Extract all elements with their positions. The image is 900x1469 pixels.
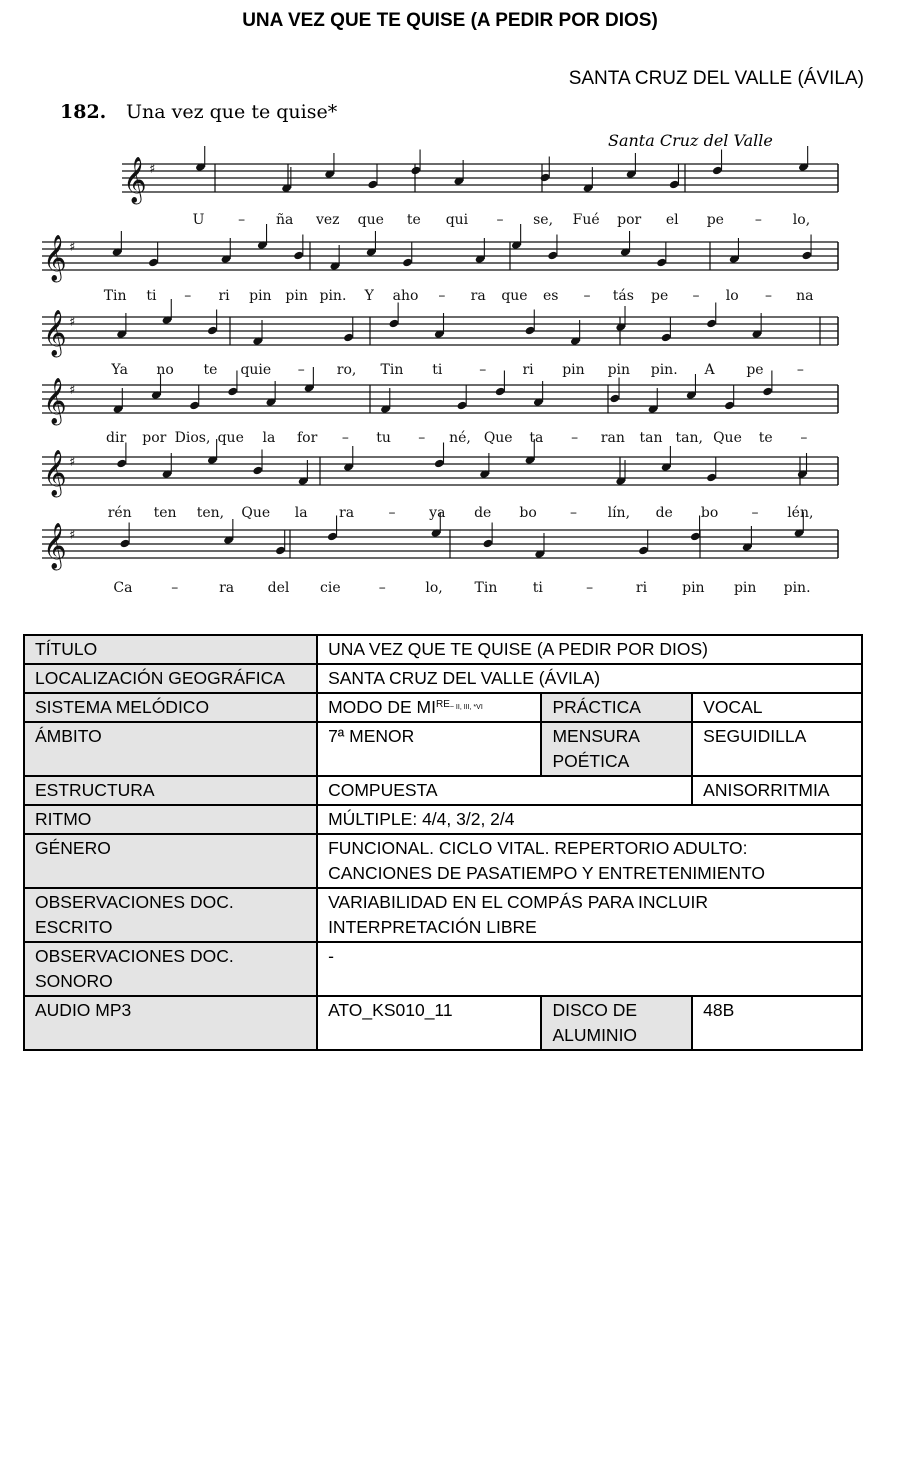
lyric-syllable: pin (733, 580, 757, 596)
key-signature-sharp: ♯ (69, 383, 76, 398)
lyric-syllable: bo (700, 505, 719, 521)
lyric-syllable: rén (107, 505, 132, 521)
value-obs-sonoro: - (317, 942, 862, 996)
label-ritmo: RITMO (24, 805, 317, 834)
lyric-syllable: – (378, 580, 386, 596)
lyric-syllable: te (406, 212, 421, 228)
lyric-syllable: Que (483, 430, 513, 446)
lyric-syllable: ra (470, 288, 486, 304)
lyric-syllable: la (294, 505, 308, 521)
lyric-syllable: – (479, 362, 487, 378)
lyric-syllable: Tin (380, 362, 404, 378)
row-audio (24, 996, 862, 1050)
label-ambito: ÁMBITO (24, 722, 317, 776)
value-sistema-sup: RE (435, 699, 450, 710)
row-obs-sonoro (24, 942, 862, 996)
key-signature-sharp: ♯ (69, 315, 76, 330)
value-disco: 48B (692, 996, 862, 1050)
lyric-syllable: – (586, 580, 594, 596)
lyric-syllable: pe (706, 212, 724, 228)
lyric-syllable: for (297, 430, 318, 446)
score-number: 182. (60, 101, 107, 123)
treble-clef: 𝄞 (43, 523, 67, 569)
value-titulo: UNA VEZ QUE TE QUISE (A PEDIR POR DIOS) (317, 635, 862, 664)
lyric-syllable: – (297, 362, 305, 378)
key-signature-sharp: ♯ (69, 455, 76, 470)
lyric-syllable: lén, (787, 505, 814, 521)
staves-group (42, 146, 838, 596)
lyric-syllable: ri (635, 580, 648, 596)
treble-clef: 𝄞 (43, 378, 67, 424)
lyric-syllable: pin (249, 288, 272, 304)
lyric-syllable: que (501, 288, 528, 304)
label-practica: PRÁCTICA (541, 693, 692, 722)
lyric-syllable: – (496, 212, 504, 228)
row-sistema (24, 693, 862, 722)
label-obs-escrito: OBSERVACIONES DOC. ESCRITO (24, 888, 317, 942)
lyric-syllable: que (357, 212, 384, 228)
row-titulo (24, 635, 862, 664)
row-ambito (24, 722, 862, 776)
lyric-syllable: Que (241, 505, 271, 521)
lyric-syllable: pin (682, 580, 705, 596)
lyric-syllable: né, (449, 430, 471, 446)
value-obs-escrito: VARIABILIDAD EN EL COMPÁS PARA INCLUIR INTERPRETACIÓN LIBRE (317, 888, 862, 942)
lyric-syllable: ra (219, 580, 235, 596)
treble-clef: 𝄞 (43, 310, 67, 356)
lyric-syllable: – (341, 430, 349, 446)
lyric-syllable: – (388, 505, 396, 521)
lyric-syllable: te (203, 362, 218, 378)
lyric-syllable: Ya (111, 362, 128, 378)
lyric-syllable: pin (562, 362, 585, 378)
lyric-syllable: aho (392, 288, 419, 304)
lyric-syllable: ya (429, 505, 446, 521)
treble-clef: 𝄞 (43, 235, 67, 281)
lyric-syllable: – (184, 288, 192, 304)
lyric-syllable: ti (432, 362, 443, 378)
value-audio: ATO_KS010_11 (317, 996, 541, 1050)
lyric-syllable: – (754, 212, 762, 228)
lyric-syllable: tu (376, 430, 391, 446)
lyric-syllable: la (262, 430, 276, 446)
value-sistema-text: MODO DE MI (328, 697, 436, 717)
lyric-syllable: de (655, 505, 673, 521)
lyric-syllable: qui (445, 212, 469, 228)
lyric-syllable: pin (285, 288, 308, 304)
value-ambito: 7ª MENOR (317, 722, 541, 776)
value-mensura: SEGUIDILLA (692, 722, 862, 776)
lyric-syllable: – (438, 288, 446, 304)
lyric-syllable: quie (240, 362, 272, 378)
row-localizacion (24, 664, 862, 693)
key-signature-sharp: ♯ (69, 528, 76, 543)
lyric-syllable: ta (529, 430, 544, 446)
lyric-syllable: – (569, 505, 577, 521)
row-genero (24, 834, 862, 888)
treble-clef: 𝄞 (123, 157, 147, 203)
value-localizacion: SANTA CRUZ DEL VALLE (ÁVILA) (317, 664, 862, 693)
lyric-syllable: Fué (572, 212, 600, 228)
lyric-syllable: tás (612, 288, 634, 304)
lyric-syllable: cie (320, 580, 341, 596)
value-practica: VOCAL (692, 693, 862, 722)
lyric-syllable: ra (339, 505, 355, 521)
label-mensura: MENSURA POÉTICA (541, 722, 692, 776)
lyric-syllable: – (571, 430, 579, 446)
lyric-syllable: ran (600, 430, 625, 446)
value-ritmo: MÚLTIPLE: 4/4, 3/2, 2/4 (317, 805, 862, 834)
lyric-syllable: – (238, 212, 246, 228)
lyric-syllable: lo (725, 288, 739, 304)
lyric-syllable: A (704, 362, 715, 378)
lyric-syllable: Ca (113, 580, 133, 596)
value-sistema-sub: ~ II, III, *VI (449, 704, 483, 711)
lyric-syllable: ro, (336, 362, 357, 378)
lyric-syllable: – (796, 362, 804, 378)
music-score (30, 92, 875, 602)
lyric-syllable: ri (522, 362, 534, 378)
lyric-syllable: pe (746, 362, 764, 378)
value-estructura: COMPUESTA (317, 776, 692, 805)
lyric-syllable: vez (315, 212, 340, 228)
lyric-syllable: tan (639, 430, 663, 446)
lyric-syllable: lo, (425, 580, 443, 596)
lyric-syllable: del (267, 580, 290, 596)
lyric-syllable: lín, (607, 505, 631, 521)
value-genero: FUNCIONAL. CICLO VITAL. REPERTORIO ADULTO: CANCIONES DE PASATIEMPO Y ENTRETENIMIENTO (317, 834, 862, 888)
lyric-syllable: lo, (792, 212, 811, 228)
lyric-syllable: – (751, 505, 759, 521)
label-audio: AUDIO MP3 (24, 996, 317, 1050)
lyric-syllable: – (418, 430, 426, 446)
key-signature-sharp: ♯ (149, 162, 156, 177)
lyric-syllable: pin. (783, 580, 811, 596)
label-titulo: TÍTULO (24, 635, 317, 664)
value-estructura-2: ANISORRITMIA (692, 776, 862, 805)
lyric-syllable: Y (364, 288, 374, 304)
label-obs-sonoro: OBSERVACIONES DOC. SONORO (24, 942, 317, 996)
lyric-syllable: el (665, 212, 679, 228)
lyric-syllable: bo (519, 505, 537, 521)
row-obs-escrito (24, 888, 862, 942)
value-sistema (317, 693, 541, 722)
lyric-syllable: ten, (196, 505, 225, 521)
lyric-syllable: se, (533, 212, 554, 228)
lyric-syllable: por (142, 430, 167, 446)
lyric-syllable: ti (146, 288, 157, 304)
lyric-syllable: U (192, 212, 205, 228)
label-localizacion: LOCALIZACIÓN GEOGRÁFICA (24, 664, 317, 693)
lyric-syllable: es (543, 288, 559, 304)
lyric-syllable: na (796, 288, 814, 304)
lyric-syllable: – (171, 580, 179, 596)
lyric-syllable: Tin (103, 288, 127, 304)
lyric-syllable: pin. (650, 362, 678, 378)
lyric-syllable: – (800, 430, 808, 446)
metadata-table (23, 634, 863, 1051)
lyric-syllable: de (474, 505, 492, 521)
treble-clef: 𝄞 (43, 450, 67, 496)
label-genero: GÉNERO (24, 834, 317, 888)
label-sistema: SISTEMA MELÓDICO (24, 693, 317, 722)
lyric-syllable: tan, (675, 430, 703, 446)
row-estructura (24, 776, 862, 805)
lyric-syllable: – (692, 288, 700, 304)
lyric-syllable: ten (153, 505, 177, 521)
document-location: SANTA CRUZ DEL VALLE (ÁVILA) (568, 68, 864, 89)
lyric-syllable: pin. (319, 288, 347, 304)
lyric-syllable: pin (607, 362, 631, 378)
lyric-syllable: no (156, 362, 174, 378)
lyric-syllable: que (217, 430, 244, 446)
lyric-syllable: te (758, 430, 773, 446)
lyric-syllable: – (765, 288, 773, 304)
document-title: UNA VEZ QUE TE QUISE (A PEDIR POR DIOS) (242, 10, 658, 31)
key-signature-sharp: ♯ (69, 240, 76, 255)
score-place: Santa Cruz del Valle (608, 131, 773, 150)
lyric-syllable: dir (106, 430, 127, 446)
lyric-syllable: ti (532, 580, 543, 596)
row-ritmo (24, 805, 862, 834)
lyric-syllable: por (617, 212, 642, 228)
lyric-syllable: ña (275, 212, 294, 228)
lyric-syllable: Tin (474, 580, 498, 596)
label-estructura: ESTRUCTURA (24, 776, 317, 805)
lyric-syllable: Dios, (174, 430, 211, 446)
lyric-syllable: pe (651, 288, 669, 304)
score-title: Una vez que te quise* (126, 101, 338, 123)
lyric-syllable: – (583, 288, 591, 304)
lyric-syllable: Que (713, 430, 742, 446)
lyric-syllable: ri (218, 288, 230, 304)
label-disco: DISCO DE ALUMINIO (541, 996, 692, 1050)
